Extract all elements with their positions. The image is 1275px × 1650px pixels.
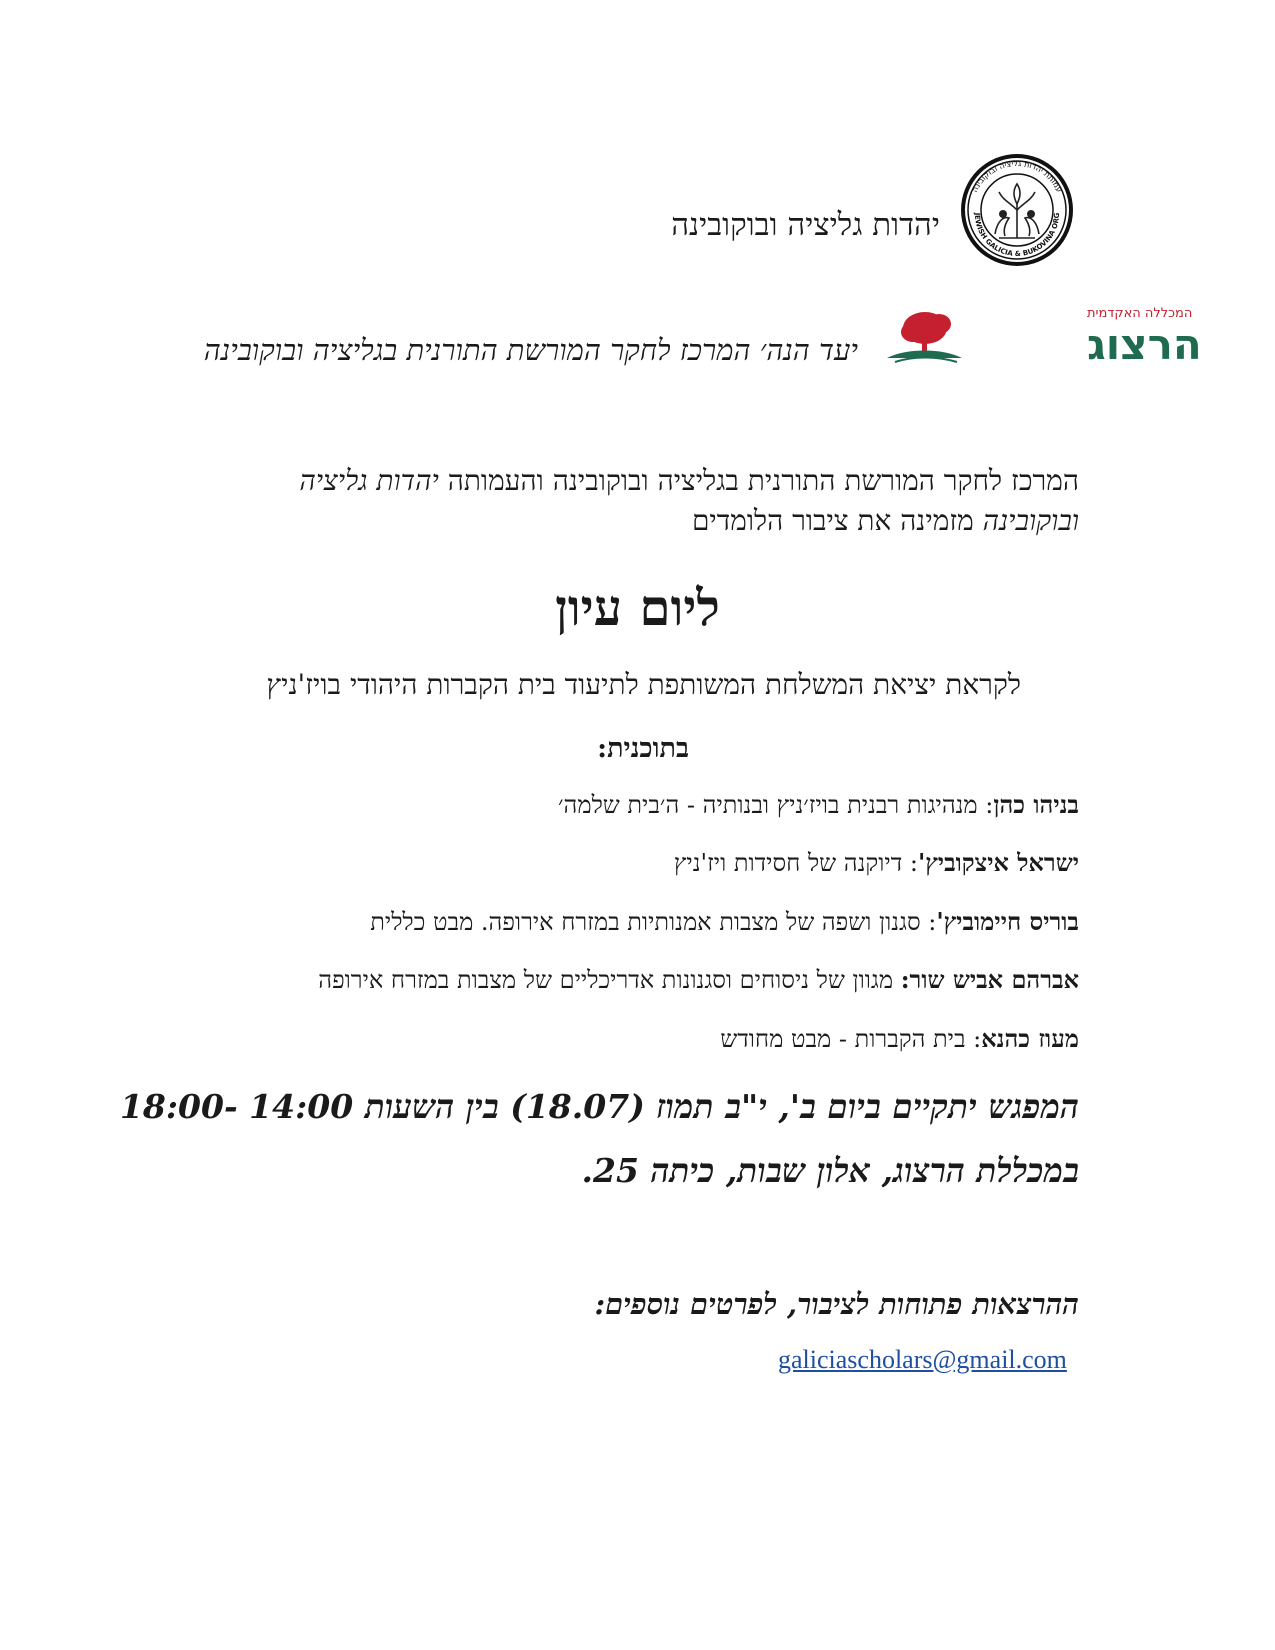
college-name: הרצוג [1087, 320, 1202, 369]
lecture-speaker: אברהם אביש שור: [900, 965, 1079, 994]
invitation-text-part3: מזמינה את ציבור הלומדים [691, 504, 983, 537]
lecture-item [370, 907, 1079, 937]
committee-line: יעד הנה׳ המרכז לחקר המורשת התורנית בגליציה ובוקובינה [203, 333, 858, 367]
herzog-college-logo [887, 304, 1202, 369]
seal-text: עמותת יהדות גליציה ובוקובינה [970, 158, 1064, 194]
open-to-public-note: ההרצאות פתוחות לציבור, לפרטים נוספים: [594, 1287, 1079, 1321]
lecture-topic: מגוון של ניסוחים וסגנונות אדריכליים של מצבות במזרח אירופה [318, 966, 901, 994]
organization-name: יהדות גליציה ובוקובינה [671, 207, 940, 243]
lecture-speaker: בניהו כהן [993, 790, 1079, 819]
page-title: ליום עיון [555, 578, 720, 637]
lecture-topic: : בית הקברות - מבט מחודש [720, 1025, 982, 1053]
event-location: במכללת הרצוג, אלון שבות, כיתה 25. [581, 1151, 1079, 1190]
lecture-speaker: בוריס חיימוביץ' [936, 907, 1079, 936]
invitation-paragraph [249, 461, 1079, 541]
lecture-item [558, 790, 1079, 820]
lecture-item [720, 1024, 1079, 1054]
lecture-speaker: מעוז כהנא [981, 1024, 1079, 1053]
invitation-text-part1: המרכז לחקר המורשת התורנית בגליציה ובוקובינה והעמותה [438, 464, 1079, 497]
lecture-topic: : מנהיגות רבנית בויז׳ניץ ובנותיה - ה׳בית שלמה׳ [558, 791, 994, 819]
program-heading: בתוכנית: [597, 733, 689, 764]
event-date-time: המפגש יתקיים ביום ב', י"ב תמוז (18.07) בין השעות 14:00 -18:00 [119, 1087, 1079, 1126]
college-tagline: המכללה האקדמית [1087, 306, 1193, 321]
lecture-item [674, 848, 1079, 878]
invitation-org-name: יהדות גליציה ובוקובינה [299, 464, 1079, 537]
lecture-topic: : דיוקנה של חסידות ויז'ניץ [673, 849, 918, 877]
organization-seal-logo [959, 152, 1075, 268]
subtitle: לקראת יציאת המשלחת המשותפת לתיעוד בית הקברות היהודי בויז'ניץ [266, 668, 1021, 701]
seal-text-en: JEWISH GALICIA & BUKOVINA ORG [972, 212, 1062, 259]
lecture-item [318, 965, 1079, 995]
contact-email-link[interactable]: galiciascholars@gmail.com [778, 1345, 1067, 1374]
lecture-speaker: ישראל איצקוביץ' [917, 848, 1079, 877]
lecture-topic: : סגנון ושפה של מצבות אמנותיות במזרח אירופה. מבט כללית [370, 908, 937, 936]
